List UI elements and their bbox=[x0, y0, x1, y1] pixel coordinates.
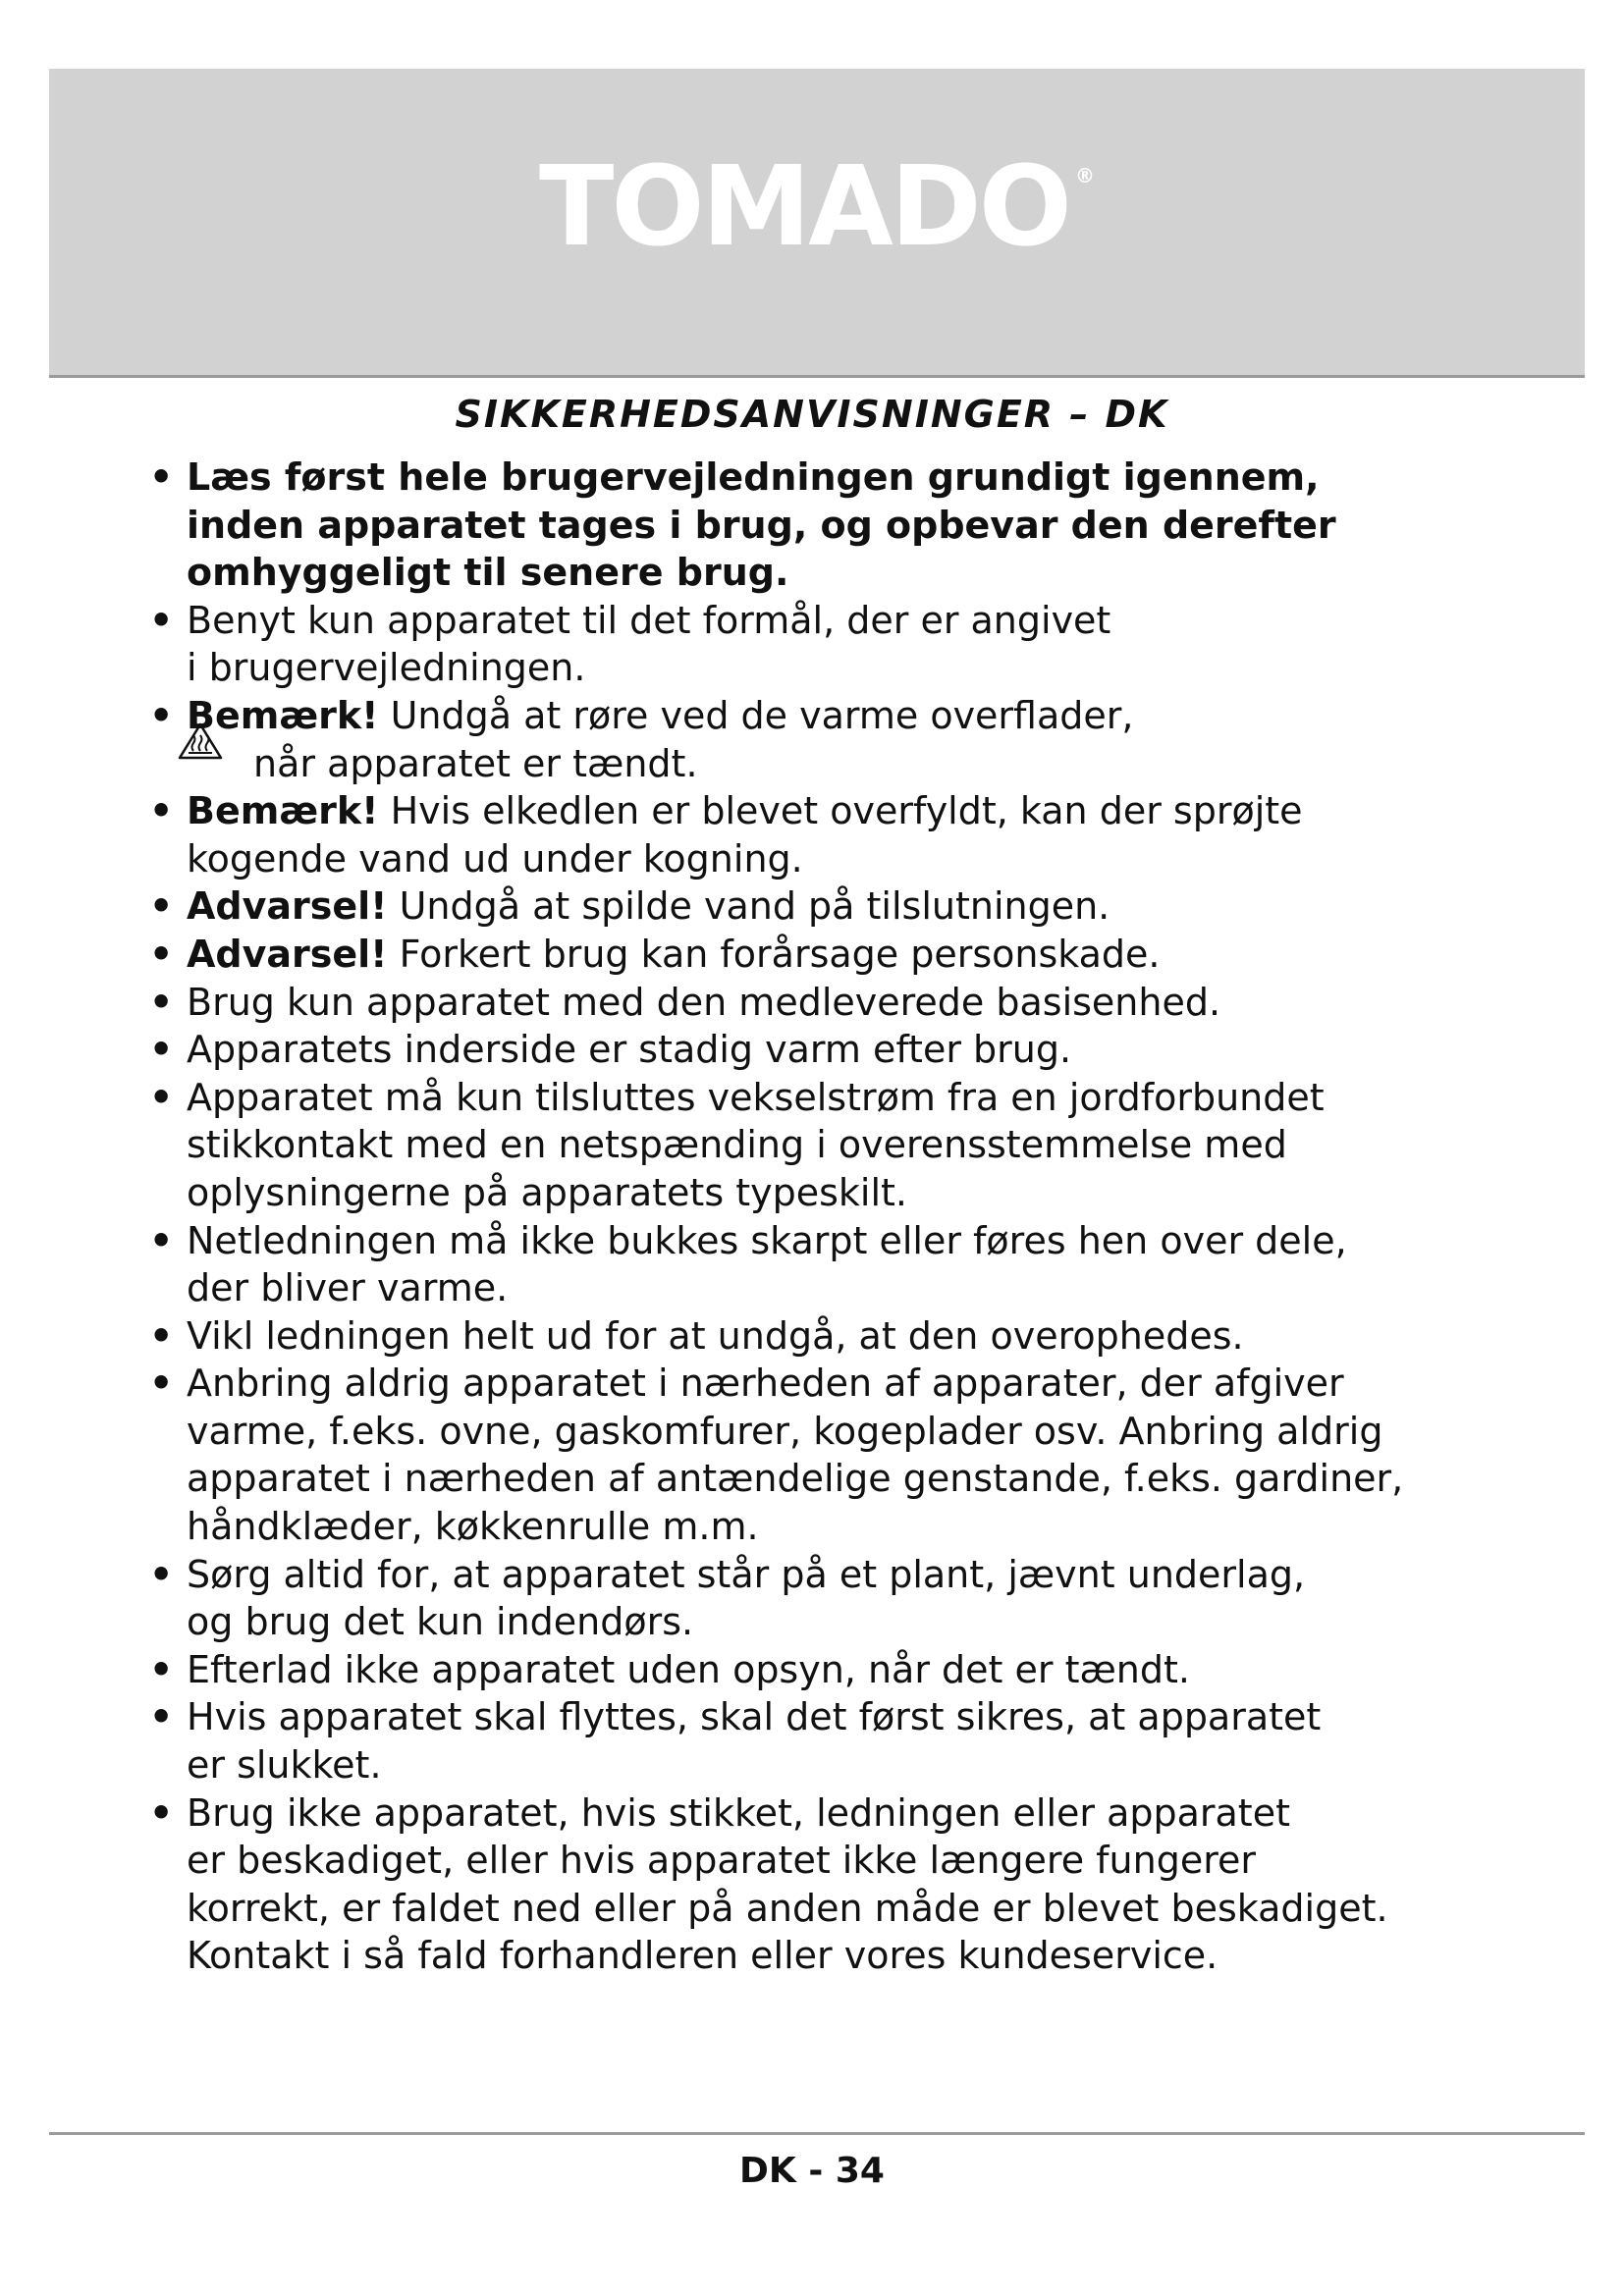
list-item bbox=[149, 692, 1563, 787]
item-line: der bliver varme. bbox=[187, 1266, 509, 1310]
bullet: • bbox=[149, 693, 174, 737]
item-text: Hvis elkedlen er blevet overfyldt, kan der sprøjte bbox=[378, 789, 1303, 833]
item-text: Undgå at røre ved de varme overflader, bbox=[378, 693, 1134, 737]
bullet: • bbox=[149, 932, 174, 976]
list-item bbox=[149, 979, 1563, 1027]
registered-mark: ® bbox=[1074, 164, 1095, 187]
list-item bbox=[149, 1789, 1563, 1980]
item-line: inden apparatet tages i brug, og opbevar den derefter bbox=[187, 503, 1336, 547]
item-line: Brug kun apparatet med den medleverede basisenhed. bbox=[187, 980, 1221, 1024]
bullet: • bbox=[149, 980, 174, 1024]
list-item bbox=[149, 597, 1563, 692]
list-item bbox=[149, 1074, 1563, 1217]
list-item bbox=[149, 1646, 1563, 1694]
warning-label: Advarsel! bbox=[187, 932, 388, 976]
item-line: Hvis apparatet skal flyttes, skal det først sikres, at apparatet bbox=[187, 1695, 1322, 1739]
safety-instructions-list bbox=[149, 454, 1563, 1980]
page-title: SIKKERHEDSANVISNINGER – DK bbox=[455, 393, 1169, 436]
bullet: • bbox=[149, 789, 174, 833]
page-number: DK - 34 bbox=[739, 2151, 885, 2191]
brand-name: TOMADO bbox=[539, 143, 1069, 271]
item-line: Apparatets inderside er stadig varm efter brug. bbox=[187, 1028, 1072, 1072]
item-line: og brug det kun indendørs. bbox=[187, 1600, 694, 1644]
bullet: • bbox=[149, 1218, 174, 1262]
item-line: i brugervejledningen. bbox=[187, 646, 586, 690]
item-line: omhyggeligt til senere brug. bbox=[187, 551, 789, 595]
item-line: Benyt kun apparatet til det formål, der er angivet bbox=[187, 598, 1111, 642]
bullet: • bbox=[149, 455, 174, 499]
item-line: apparatet i nærheden af antændelige genstande, f.eks. gardiner, bbox=[187, 1457, 1404, 1501]
item-line: stikkontakt med en netspænding i overensstemmelse med bbox=[187, 1123, 1287, 1167]
header-band bbox=[49, 69, 1585, 378]
warning-label: Advarsel! bbox=[187, 884, 388, 929]
bullet: • bbox=[149, 1552, 174, 1596]
item-line: Netledningen må ikke bukkes skarpt eller føres hen over dele, bbox=[187, 1218, 1347, 1262]
bullet: • bbox=[149, 598, 174, 642]
list-item bbox=[149, 454, 1563, 597]
item-line: Brug ikke apparatet, hvis stikket, ledningen eller apparatet bbox=[187, 1790, 1290, 1835]
list-item bbox=[149, 1693, 1563, 1789]
footer-divider bbox=[49, 2132, 1585, 2135]
item-line: Anbring aldrig apparatet i nærheden af apparater, der afgiver bbox=[187, 1362, 1344, 1406]
tomado-logo bbox=[49, 143, 1585, 271]
bullet: • bbox=[149, 1790, 174, 1835]
item-text: Forkert brug kan forårsage personskade. bbox=[387, 932, 1161, 976]
item-line: varme, f.eks. ovne, gaskomfurer, kogeplader osv. Anbring aldrig bbox=[187, 1409, 1383, 1453]
bullet: • bbox=[149, 1647, 174, 1691]
item-line: kogende vand ud under kogning. bbox=[187, 836, 803, 881]
bullet: • bbox=[149, 1028, 174, 1072]
item-line: når apparatet er tændt. bbox=[253, 741, 698, 785]
list-item bbox=[149, 1217, 1563, 1312]
item-line: Læs først hele brugervejledningen grundigt igennem, bbox=[187, 455, 1320, 499]
item-line: Efterlad ikke apparatet uden opsyn, når det er tændt. bbox=[187, 1647, 1190, 1691]
bullet: • bbox=[149, 1695, 174, 1739]
notice-label: Bemærk! bbox=[187, 789, 379, 833]
bullet: • bbox=[149, 1362, 174, 1406]
list-item bbox=[149, 1026, 1563, 1074]
notice-label: Bemærk! bbox=[187, 693, 379, 737]
item-line: håndklæder, køkkenrulle m.m. bbox=[187, 1505, 759, 1549]
bullet: • bbox=[149, 884, 174, 929]
item-text: Undgå at spilde vand på tilslutningen. bbox=[387, 884, 1110, 929]
list-item bbox=[149, 1551, 1563, 1646]
list-item bbox=[149, 787, 1563, 882]
item-line: er slukket. bbox=[187, 1743, 382, 1788]
list-item bbox=[149, 1360, 1563, 1550]
bullet: • bbox=[149, 1313, 174, 1358]
item-line: er beskadiget, eller hvis apparatet ikke længere fungerer bbox=[187, 1839, 1257, 1883]
list-item bbox=[149, 882, 1563, 931]
item-line: Apparatet må kun tilsluttes vekselstrøm fra en jordforbundet bbox=[187, 1075, 1325, 1119]
item-line: Kontakt i så fald forhandleren eller vores kundeservice. bbox=[187, 1934, 1218, 1978]
hot-surface-warning-icon bbox=[177, 721, 224, 761]
bullet: • bbox=[149, 1075, 174, 1119]
list-item bbox=[149, 1312, 1563, 1361]
list-item bbox=[149, 931, 1563, 979]
item-line: korrekt, er faldet ned eller på anden måde er blevet beskadiget. bbox=[187, 1886, 1388, 1930]
item-line: Vikl ledningen helt ud for at undgå, at den overophedes. bbox=[187, 1313, 1244, 1358]
item-line: oplysningerne på apparatets typeskilt. bbox=[187, 1170, 907, 1214]
item-line: Sørg altid for, at apparatet står på et plant, jævnt underlag, bbox=[187, 1552, 1306, 1596]
